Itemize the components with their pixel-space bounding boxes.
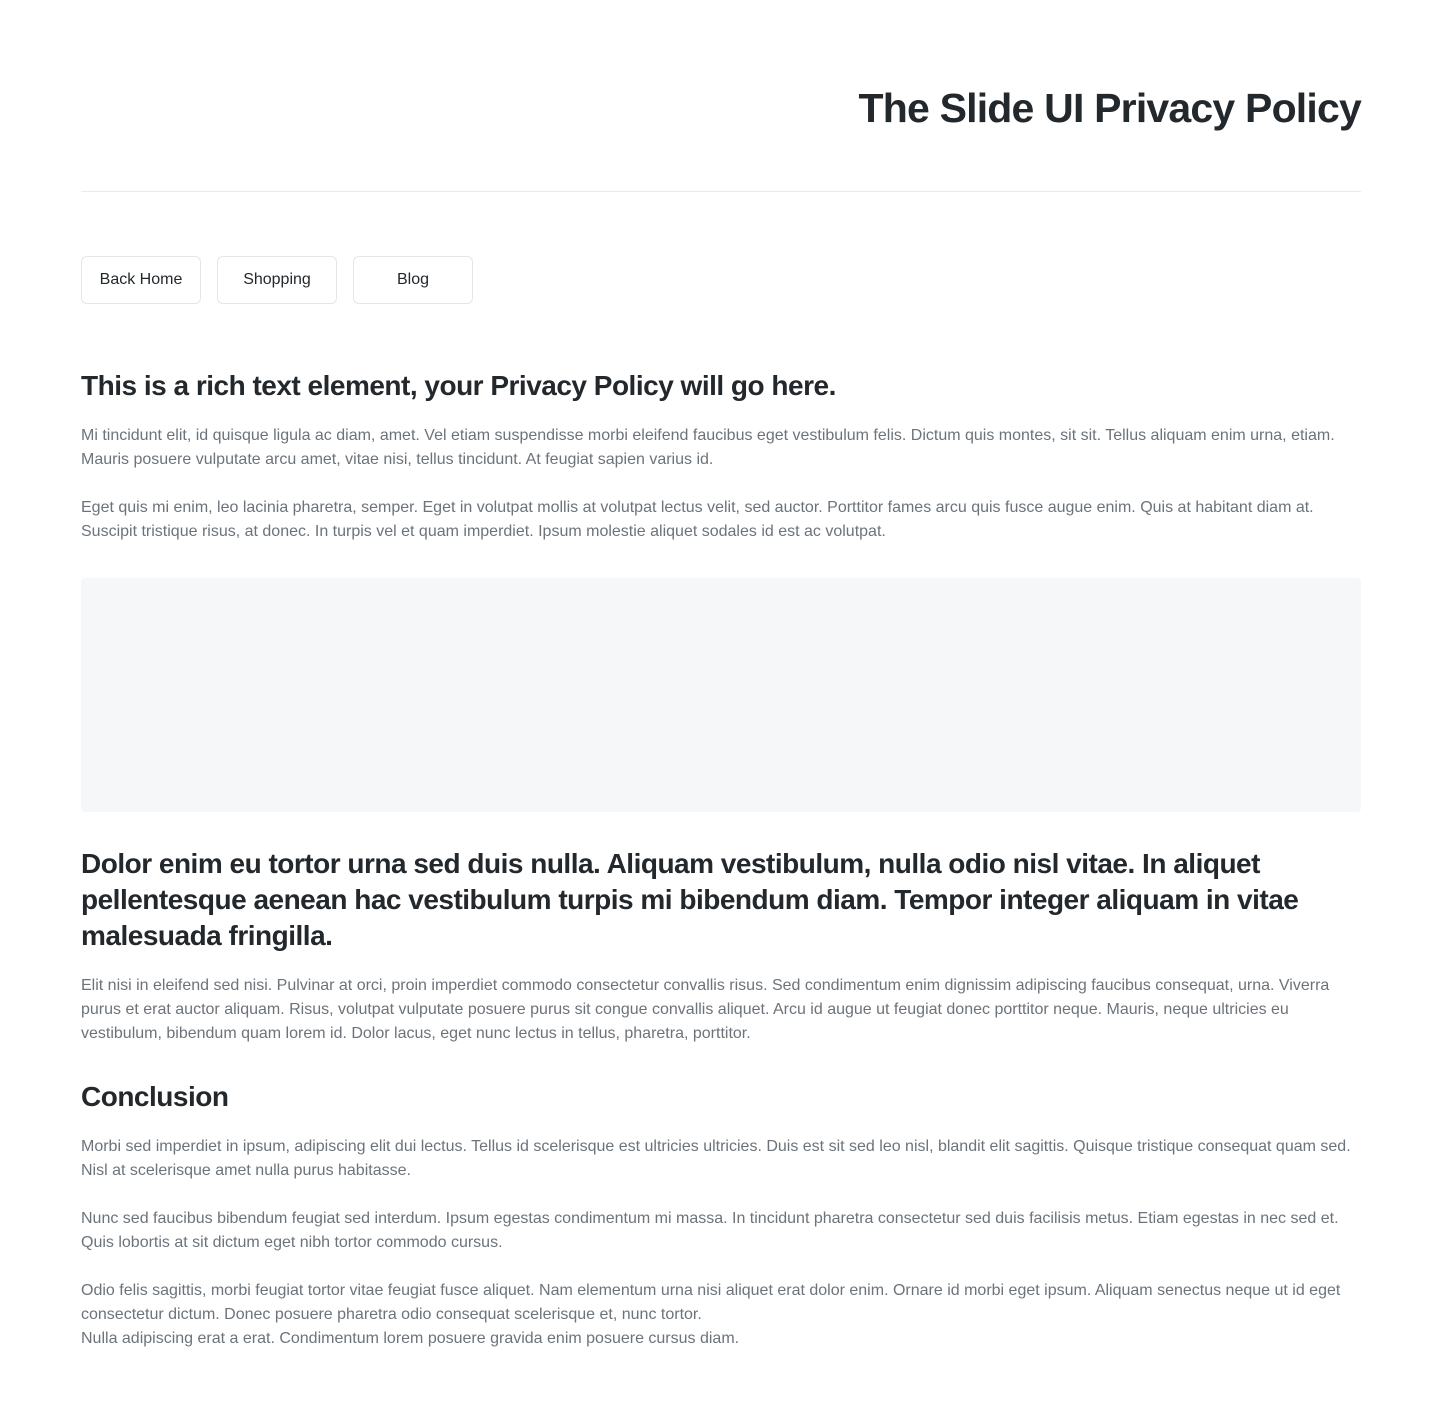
paragraph: Nulla adipiscing erat a erat. Condimentum lorem posuere gravida enim posuere cursus diam. [81, 1330, 740, 1347]
paragraph: Morbi sed imperdiet in ipsum, adipiscing elit dui lectus. Tellus id scelerisque est ultricies ultricies. Duis est sit sed leo nisl, blandit elit sagittis. Quisque tristique consequat quam sed. Nisl at scelerisque amet nulla purus habitasse. [81, 1138, 1351, 1179]
page-title: The Slide UI Privacy Policy [858, 85, 1361, 131]
image-placeholder [81, 578, 1361, 812]
rich-text-content [81, 368, 1361, 1351]
heading-section: Dolor enim eu tortor urna sed duis nulla. Aliquam vestibulum, nulla odio nisl vitae. In aliquet pellentesque aenean hac vestibulum turpis mi bibendum diam. Tempor integer aliquam in vitae malesuada fringilla. [81, 848, 1299, 951]
heading-rich-text: This is a rich text element, your Privacy Policy will go here. [81, 370, 836, 401]
heading-conclusion: Conclusion [81, 1081, 229, 1112]
paragraph: Odio felis sagittis, morbi feugiat tortor vitae feugiat fusce aliquet. Nam elementum urna nisi aliquet erat dolor enim. Ornare id morbi eget ipsum. Aliquam senectus neque ut id eget consectetur dictum. Donec posuere pharetra odio consequat scelerisque et, nunc tortor. [81, 1282, 1341, 1323]
paragraph: Eget quis mi enim, leo lacinia pharetra, semper. Eget in volutpat mollis at volutpat lectus velit, sed auctor. Porttitor fames arcu quis fusce augue enim. Quis at habitant diam at. Suscipit tristique risus, at donec. In turpis vel et quam imperdiet. Ipsum molestie aliquet sodales id est ac volutpat. [81, 499, 1314, 540]
paragraph: Nunc sed faucibus bibendum feugiat sed interdum. Ipsum egestas condimentum mi massa. In tincidunt pharetra consectetur sed duis facilisis metus. Etiam egestas in nec sed et. Quis lobortis at sit dictum eget nibh tortor commodo cursus. [81, 1210, 1339, 1251]
nav-buttons [81, 256, 1361, 304]
back-home-button[interactable]: Back Home [81, 256, 201, 304]
paragraph: Elit nisi in eleifend sed nisi. Pulvinar at orci, proin imperdiet commodo consectetur convallis risus. Sed condimentum enim dignissim adipiscing faucibus consequat, urna. Viverra purus et erat auctor aliquam. Risus, volutpat vulputate posuere purus sit congue convallis aliquet. Arcu id augue ut feugiat donec porttitor neque. Mauris, neque ultricies eu vestibulum, bibendum quam lorem id. Dolor lacus, eget nunc lectus in tellus, pharetra, porttitor. [81, 977, 1330, 1042]
page-header [81, 0, 1361, 192]
paragraph: Mi tincidunt elit, id quisque ligula ac diam, amet. Vel etiam suspendisse morbi eleifend faucibus eget vestibulum felis. Dictum quis montes, sit sit. Tellus aliquam enim urna, etiam. Mauris posuere vulputate arcu amet, vitae nisi, tellus tincidunt. At feugiat sapien varius id. [81, 427, 1335, 468]
shopping-button[interactable]: Shopping [217, 256, 337, 304]
blog-button[interactable]: Blog [353, 256, 473, 304]
